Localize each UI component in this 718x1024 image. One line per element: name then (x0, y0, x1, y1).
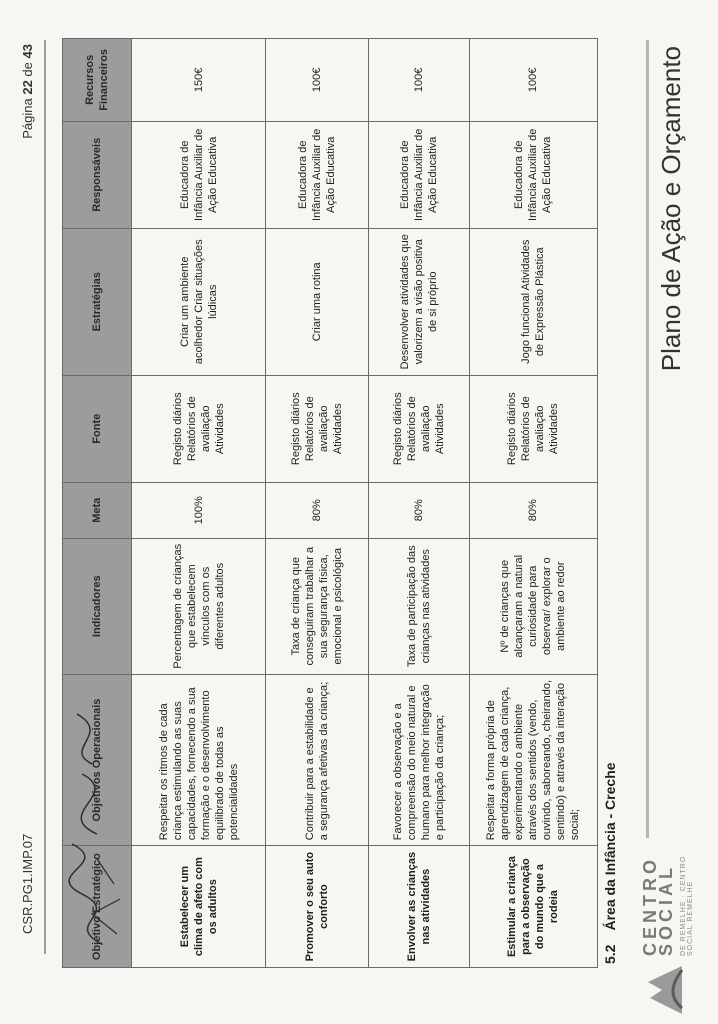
header-operacionais: Objetivos Operacionais (63, 674, 132, 845)
operacionais-cell: Respeitar a forma própria de aprendizagem de cada criança, experimentando o ambiente através dos sentidos (vendo, ouvindo, saboreando, cheirando, sentindo) e através da interação social; (469, 674, 597, 845)
signature-scribble (42, 704, 132, 954)
logo (636, 846, 700, 1016)
meta-cell: 80% (469, 482, 597, 538)
logo-name: CENTRO SOCIAL (640, 856, 676, 956)
header-divider (646, 40, 649, 838)
section-heading (602, 748, 618, 964)
indicadores-cell: Taxa de criança que conseguiram trabalhar a sua segurança física, emocional e psicológica (266, 538, 369, 674)
table-row (369, 39, 470, 968)
header-meta: Meta (63, 482, 132, 538)
fonte-cell: Registo diários Relatórios de avaliação Atividades (369, 375, 470, 482)
header-objetivo: Objetivo Estratégico (63, 846, 132, 968)
indicadores-cell: Nº de crianças que alcançaram a natural curiosidade para observar/ explorar o ambiente ao redor (469, 538, 597, 674)
responsaveis-cell: Educadora de Infância Auxiliar de Ação Educativa (369, 121, 470, 228)
logo-sub: DE REMELHE · CENTRO SOCIAL REMELHE (680, 855, 694, 956)
estrategias-cell: Desenvolver atividades que valorizem a visão positiva de si próprio (369, 228, 470, 375)
recursos-cell: 100€ (266, 39, 369, 122)
operacionais-cell: Respeitar os ritmos de cada criança estimulando as suas capacidades, fornecendo a sua formação e o desenvolvimento equilibrado de todas as potencialidades (131, 674, 266, 845)
meta-cell: 80% (266, 482, 369, 538)
estrategias-cell: Jogo funcional Atividades de Expressão Plástica (469, 228, 597, 375)
footer-divider (44, 40, 46, 954)
estrategias-cell: Criar uma rotina (266, 228, 369, 375)
estrategias-cell: Criar um ambiente acolhedor Criar situações lúdicas (131, 228, 266, 375)
objetivo-cell: Estimular a criança para a observação do mundo que a rodeia (469, 846, 597, 968)
header-indicadores: Indicadores (63, 538, 132, 674)
logo-icon (642, 960, 690, 1016)
indicadores-cell: Taxa de participação das crianças nas atividades (369, 538, 470, 674)
section-title: Área da Infância - Creche (602, 762, 618, 931)
header-responsaveis: Responsáveis (63, 121, 132, 228)
table-row (469, 39, 597, 968)
page-number: Página 22 de 43 (20, 44, 35, 139)
fonte-cell: Registo diários Relatórios de avaliação Atividades (469, 375, 597, 482)
fonte-cell: Registo diários Relatórios de avaliação Atividades (266, 375, 369, 482)
indicadores-cell: Percentagem de crianças que estabelecem vínculos com os diferentes adultos (131, 538, 266, 674)
plan-table (62, 38, 598, 968)
header-recursos: Recursos Financeiros (63, 39, 132, 122)
responsaveis-cell: Educadora de Infância Auxiliar de Ação Educativa (266, 121, 369, 228)
recursos-cell: 100€ (469, 39, 597, 122)
table-row (131, 39, 266, 968)
objetivo-cell: Estabelecer um clima de afeto com os adultos (131, 846, 266, 968)
objetivo-cell: Envolver as crianças nas atividades (369, 846, 470, 968)
meta-cell: 80% (369, 482, 470, 538)
operacionais-cell: Contribuir para a estabilidade e a segurança afetivas da criança; (266, 674, 369, 845)
section-number: 5.2 (602, 944, 618, 964)
recursos-cell: 150€ (131, 39, 266, 122)
header-estrategias: Estratégias (63, 228, 132, 375)
operacionais-cell: Favorecer a observação e a compreensão do meio natural e humano para melhor integração e participação da criança; (369, 674, 470, 845)
recursos-cell: 100€ (369, 39, 470, 122)
responsaveis-cell: Educadora de Infância Auxiliar de Ação Educativa (469, 121, 597, 228)
document-code: CSR.PG1.IMP.07 (20, 833, 35, 934)
table-row (266, 39, 369, 968)
fonte-cell: Registo diários Relatórios de avaliação Atividades (131, 375, 266, 482)
page-title: Plano de Ação e Orçamento (656, 46, 686, 372)
header-fonte: Fonte (63, 375, 132, 482)
meta-cell: 100% (131, 482, 266, 538)
responsaveis-cell: Educadora de Infância Auxiliar de Ação Educativa (131, 121, 266, 228)
objetivo-cell: Promover o seu auto conforto (266, 846, 369, 968)
